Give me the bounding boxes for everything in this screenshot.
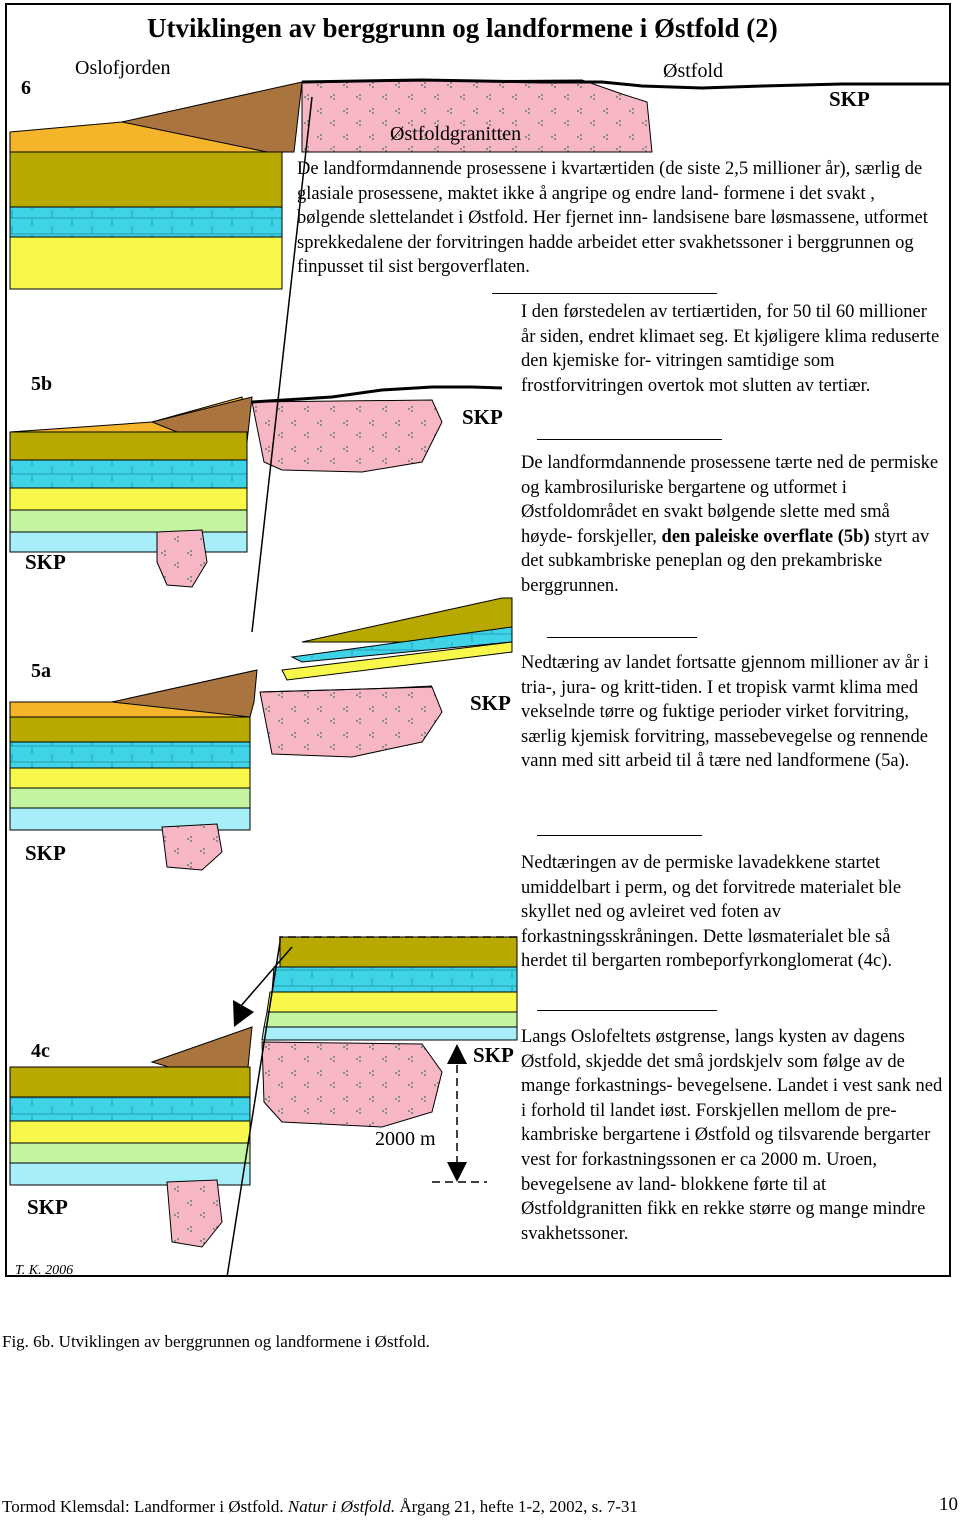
yellow-layer — [10, 1121, 250, 1143]
arrow-down-icon — [447, 1162, 467, 1182]
paragraph-paleic-a: De landformdannende prosessene tærte ned de permiske og kambrosiluriske bergartene og utformet i Østfoldområdet en svakt bølgende slette med små høyde- forskjeller, — [521, 453, 939, 547]
upper-cyan — [262, 1027, 517, 1040]
paragraph-tertiary: I den førstedelen av tertiærtiden, for 50 til 60 millioner år siden, endret klimaet seg. Et kjøligere klima reduserte den kjemiske for- vitringen samtidige som frostforvitringen overtok mot slutten av tertiær. — [521, 302, 940, 396]
upper-olive — [280, 937, 517, 967]
label-ostfold: Østfold — [663, 60, 723, 82]
separator — [537, 439, 722, 440]
paragraph-paleic-b: den paleiske overflate (5b) — [661, 526, 870, 547]
yellow-layer — [10, 488, 247, 510]
paragraph-paleic — [521, 451, 941, 599]
yellow-layer — [10, 237, 282, 289]
paragraph-permian-erosion: Nedtæringen av de permiske lavadekkene startet umiddelbart i perm, og det forvitrede materialet ble skyllet ned og avleiret ved foten av forkastningsskråningen. Dette løsmaterialet ble så herdet til bergarten rombeporfyrkonglomerat (4c). — [521, 853, 902, 972]
skp-label: SKP — [25, 841, 66, 865]
green-layer — [10, 1143, 250, 1163]
limestone-layer — [10, 1097, 250, 1121]
limestone-layer — [10, 460, 247, 488]
green-layer — [10, 510, 247, 532]
olive-layer — [10, 432, 247, 460]
skp-label: SKP — [473, 1043, 514, 1067]
paragraph-faulting: Langs Oslofeltets østgrense, langs kysten av dagens Østfold, skjedde det små jordskjelv som følge av de mange forkastnings- bevegelsene. Landet i vest sank ned i forhold til landet iøst. Forskjellen mellom de pre- kambriske bergartene i Østfold og tilsvarende bergarter vest for forkastningssonen er ca 2000 m. Uroen, bevegelsene av land- blokkene førte til at Østfoldgranitten fikk en rekke større og mange mindre svakhetssoner. — [521, 1027, 943, 1244]
stage-label-5b: 5b — [31, 373, 53, 395]
footer-journal: Natur i Østfold. — [287, 1497, 396, 1516]
upper-brick — [272, 967, 517, 992]
granite-body-lower — [162, 824, 222, 870]
olive-layer — [10, 1067, 250, 1097]
skp-label: SKP — [462, 405, 503, 429]
upper-green — [264, 1012, 517, 1027]
separator — [492, 293, 717, 294]
paragraph-paleic-c: styrt av det subkambriske peneplan og den prekambriske berggrunnen. — [521, 526, 930, 596]
olive-layer — [10, 717, 250, 742]
diagram-title: Utviklingen av berggrunn og landformene i Østfold (2) — [147, 13, 778, 43]
stage-label-5a: 5a — [31, 660, 51, 682]
figure-caption: Fig. 6b. Utviklingen av berggrunnen og landformene i Østfold. — [2, 1332, 430, 1351]
skp-label: SKP — [27, 1195, 68, 1219]
separator — [537, 1010, 717, 1011]
granite-body — [262, 1042, 442, 1127]
granite-body — [252, 400, 442, 472]
label-oslofjorden: Oslofjorden — [75, 57, 171, 79]
distance-label: 2000 m — [375, 1128, 436, 1150]
olive-layer — [10, 152, 282, 207]
diagram-frame — [5, 3, 951, 1277]
author-tag: T. K. 2006 — [15, 1263, 74, 1277]
green-layer — [10, 788, 250, 808]
stage-label-6: 6 — [21, 77, 31, 99]
upper-yellow — [267, 992, 517, 1012]
footer-citation — [2, 1497, 638, 1517]
paragraph-quaternary: De landformdannende prosessene i kvartærtiden (de siste 2,5 millioner år), særlig de glasiale prosessene, maktet ikke å angripe og endre land- formene i det svakt , bølgende slettelandet i Østfold. Her fjernet inn- landsisene bare løsmassene, utformet sprekkedalene der forvitringen hadde arbeidet etter svakhetssoner i berggrunnen og finpusset til sist bergoverflaten. — [297, 159, 928, 278]
granite-body — [260, 687, 442, 757]
limestone-layer — [10, 207, 282, 237]
section-5a — [10, 598, 512, 870]
granite-body-lower — [167, 1180, 222, 1247]
arrow-up-icon — [447, 1044, 467, 1064]
skp-label: SKP — [829, 87, 870, 111]
limestone-layer — [10, 742, 250, 768]
footer-author: Tormod Klemsdal: Landformer i Østfold. — [2, 1497, 288, 1516]
stage-label-4c: 4c — [31, 1040, 50, 1062]
yellow-layer — [10, 768, 250, 788]
skp-label: SKP — [470, 691, 511, 715]
cyan-layer — [10, 532, 247, 552]
land-surface-line — [252, 387, 502, 402]
separator — [537, 835, 702, 836]
granite-body-lower — [157, 530, 207, 587]
paragraph-mesozoic: Nedtæring av landet fortsatte gjennom millioner av år i tria-, jura- og kritt-tiden. I et tropisk varmt klima med vekselnde tørre og fuktige perioder virket forvitring, særlig kjemisk forvitring, massebevegelse og rennende vann med sitt arbeid til å tære ned landformene (5a). — [521, 653, 929, 772]
footer-issue: Årgang 21, hefte 1-2, 2002, s. 7-31 — [395, 1497, 638, 1516]
label-granite: Østfoldgranitten — [390, 123, 522, 145]
skp-label: SKP — [25, 550, 66, 574]
separator — [547, 637, 697, 638]
page-number: 10 — [939, 1494, 958, 1515]
section-4c — [10, 937, 517, 1277]
